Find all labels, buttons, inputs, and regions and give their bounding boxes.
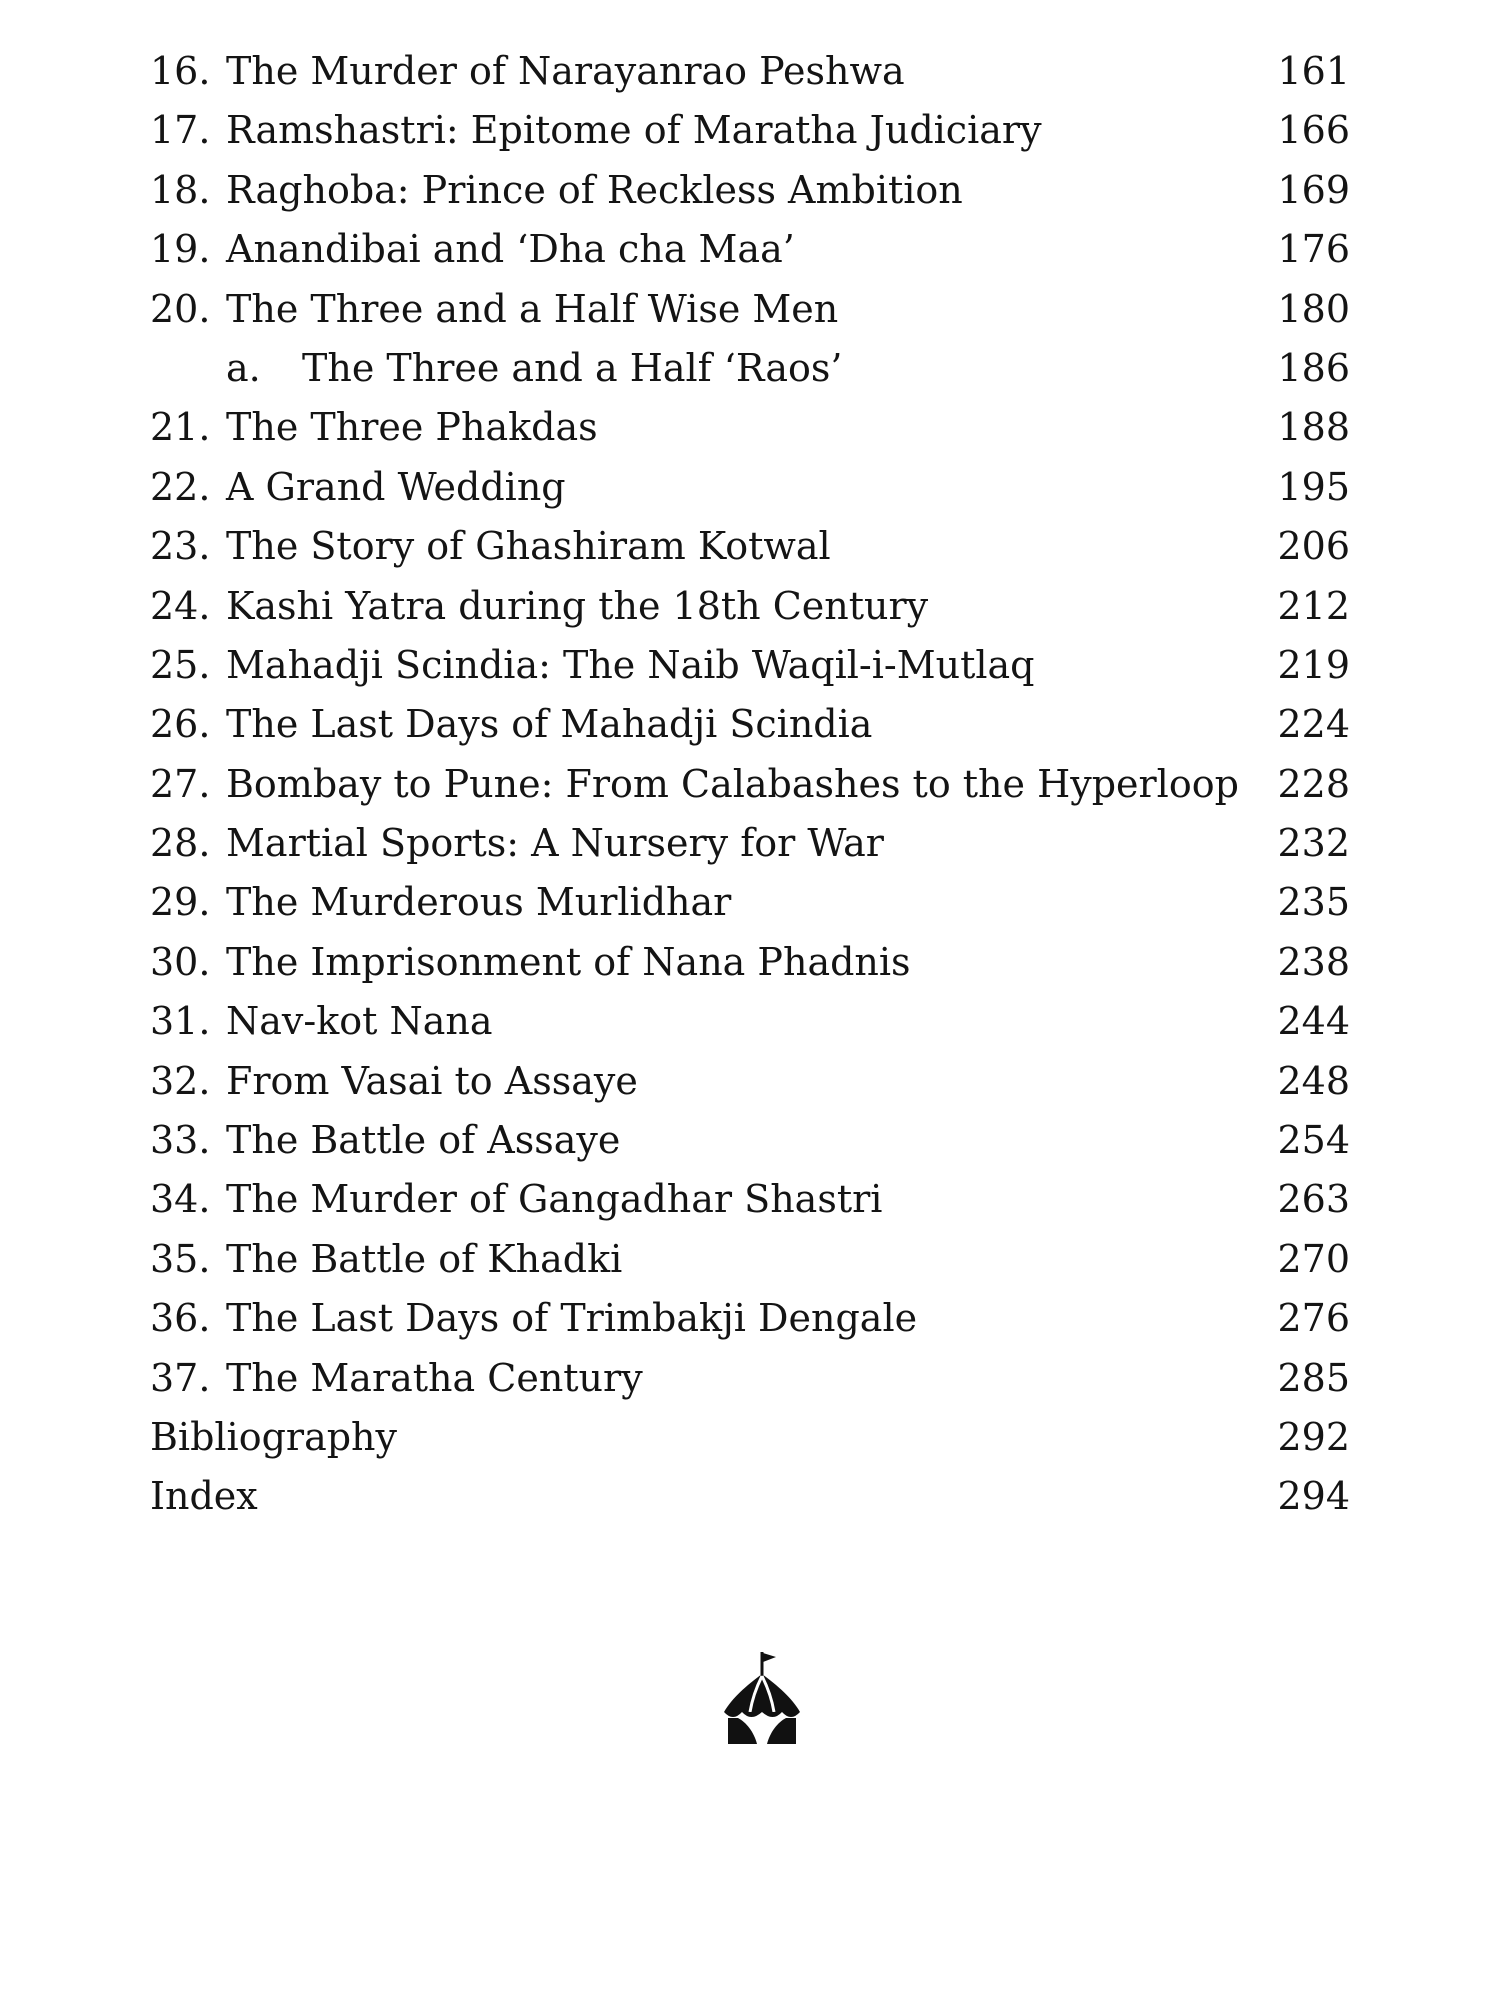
entry-page: 228 bbox=[1277, 761, 1350, 806]
entry-page: 263 bbox=[1277, 1177, 1350, 1222]
entry-number: 25. bbox=[150, 642, 211, 687]
toc-entry bbox=[150, 523, 1350, 582]
subentry-page: 186 bbox=[1277, 345, 1350, 390]
entry-page: 276 bbox=[1277, 1296, 1350, 1341]
toc-entry bbox=[150, 820, 1350, 879]
entry-number: 16. bbox=[150, 49, 211, 93]
subentry-letter: a. bbox=[226, 345, 261, 390]
entry-title: Index bbox=[150, 1474, 258, 1519]
subentry-title: The Three and a Half ‘Raos’ bbox=[302, 345, 843, 390]
entry-number: 19. bbox=[150, 227, 211, 272]
entry-title: The Three and a Half Wise Men bbox=[226, 286, 839, 331]
entry-title: The Last Days of Mahadji Scindia bbox=[226, 702, 873, 747]
entry-title: The Murder of Gangadhar Shastri bbox=[226, 1177, 883, 1222]
toc-entry bbox=[150, 1236, 1350, 1295]
entry-page: 169 bbox=[1277, 167, 1350, 212]
entry-number: 30. bbox=[150, 939, 211, 984]
entry-number: 32. bbox=[150, 1058, 211, 1103]
entry-title: The Battle of Khadki bbox=[226, 1236, 623, 1281]
toc-entry bbox=[150, 701, 1350, 760]
table-of-contents bbox=[150, 48, 1350, 1533]
toc-entry bbox=[150, 642, 1350, 701]
entry-number: 33. bbox=[150, 1118, 211, 1163]
toc-entry bbox=[150, 464, 1350, 523]
entry-number: 22. bbox=[150, 464, 211, 509]
entry-title: From Vasai to Assaye bbox=[226, 1058, 638, 1103]
toc-entry bbox=[150, 1295, 1350, 1354]
toc-entry bbox=[150, 1117, 1350, 1176]
entry-title: Martial Sports: A Nursery for War bbox=[226, 821, 884, 866]
entry-page: 248 bbox=[1277, 1058, 1350, 1103]
toc-entry bbox=[150, 1058, 1350, 1117]
entry-page: 292 bbox=[1277, 1414, 1350, 1459]
entry-title: The Battle of Assaye bbox=[226, 1118, 621, 1163]
entry-title: The Imprisonment of Nana Phadnis bbox=[226, 939, 911, 984]
entry-title: Mahadji Scindia: The Naib Waqil-i-Mutlaq bbox=[226, 642, 1035, 687]
entry-title: The Murderous Murlidhar bbox=[226, 880, 732, 925]
toc-entry bbox=[150, 939, 1350, 998]
entry-number: 29. bbox=[150, 880, 211, 925]
entry-page: 270 bbox=[1277, 1236, 1350, 1281]
entry-number: 21. bbox=[150, 405, 211, 450]
entry-number: 34. bbox=[150, 1177, 211, 1222]
entry-title: Raghoba: Prince of Reckless Ambition bbox=[226, 167, 963, 212]
entry-title: Bombay to Pune: From Calabashes to the Hyperloop bbox=[226, 761, 1239, 806]
toc-subentry bbox=[150, 345, 1350, 404]
entry-page: 161 bbox=[1277, 49, 1350, 93]
tent-icon bbox=[720, 1652, 804, 1744]
toc-entry bbox=[150, 583, 1350, 642]
entry-title: The Last Days of Trimbakji Dengale bbox=[226, 1296, 918, 1341]
toc-entry bbox=[150, 286, 1350, 345]
entry-page: 244 bbox=[1277, 999, 1350, 1044]
entry-title: A Grand Wedding bbox=[226, 464, 566, 509]
entry-page: 212 bbox=[1277, 583, 1350, 628]
entry-title: The Three Phakdas bbox=[226, 405, 598, 450]
entry-page: 294 bbox=[1277, 1474, 1350, 1519]
entry-page: 238 bbox=[1277, 939, 1350, 984]
toc-entry bbox=[150, 761, 1350, 820]
entry-page: 224 bbox=[1277, 702, 1350, 747]
toc-entry-index bbox=[150, 1473, 1350, 1532]
entry-page: 219 bbox=[1277, 642, 1350, 687]
toc-entry bbox=[150, 107, 1350, 166]
entry-number: 26. bbox=[150, 702, 211, 747]
entry-number: 18. bbox=[150, 167, 211, 212]
entry-title: Nav-kot Nana bbox=[226, 999, 493, 1044]
entry-number: 24. bbox=[150, 583, 211, 628]
entry-number: 27. bbox=[150, 761, 211, 806]
entry-title: The Murder of Narayanrao Peshwa bbox=[226, 49, 905, 93]
entry-title: Bibliography bbox=[150, 1414, 397, 1459]
entry-page: 176 bbox=[1277, 227, 1350, 272]
toc-entry bbox=[150, 1355, 1350, 1414]
entry-title: The Story of Ghashiram Kotwal bbox=[226, 524, 831, 569]
entry-page: 235 bbox=[1277, 880, 1350, 925]
entry-number: 20. bbox=[150, 286, 211, 331]
toc-entry bbox=[150, 879, 1350, 938]
entry-page: 180 bbox=[1277, 286, 1350, 331]
entry-page: 285 bbox=[1277, 1355, 1350, 1400]
toc-entry bbox=[150, 1176, 1350, 1235]
entry-page: 254 bbox=[1277, 1118, 1350, 1163]
entry-number: 17. bbox=[150, 108, 211, 153]
toc-entry bbox=[150, 226, 1350, 285]
entry-title: The Maratha Century bbox=[226, 1355, 643, 1400]
entry-title: Kashi Yatra during the 18th Century bbox=[226, 583, 929, 628]
entry-title: Anandibai and ‘Dha cha Maa’ bbox=[226, 227, 795, 272]
toc-entry-bibliography bbox=[150, 1414, 1350, 1473]
entry-page: 166 bbox=[1277, 108, 1350, 153]
entry-number: 37. bbox=[150, 1355, 211, 1400]
entry-number: 35. bbox=[150, 1236, 211, 1281]
toc-entry bbox=[150, 167, 1350, 226]
toc-entry bbox=[150, 48, 1350, 107]
entry-page: 232 bbox=[1277, 821, 1350, 866]
entry-number: 28. bbox=[150, 821, 211, 866]
entry-number: 36. bbox=[150, 1296, 211, 1341]
entry-page: 206 bbox=[1277, 524, 1350, 569]
entry-number: 23. bbox=[150, 524, 211, 569]
entry-title: Ramshastri: Epitome of Maratha Judiciary bbox=[226, 108, 1042, 153]
entry-page: 195 bbox=[1277, 464, 1350, 509]
entry-number: 31. bbox=[150, 999, 211, 1044]
entry-page: 188 bbox=[1277, 405, 1350, 450]
toc-entry bbox=[150, 998, 1350, 1057]
toc-entry bbox=[150, 404, 1350, 463]
